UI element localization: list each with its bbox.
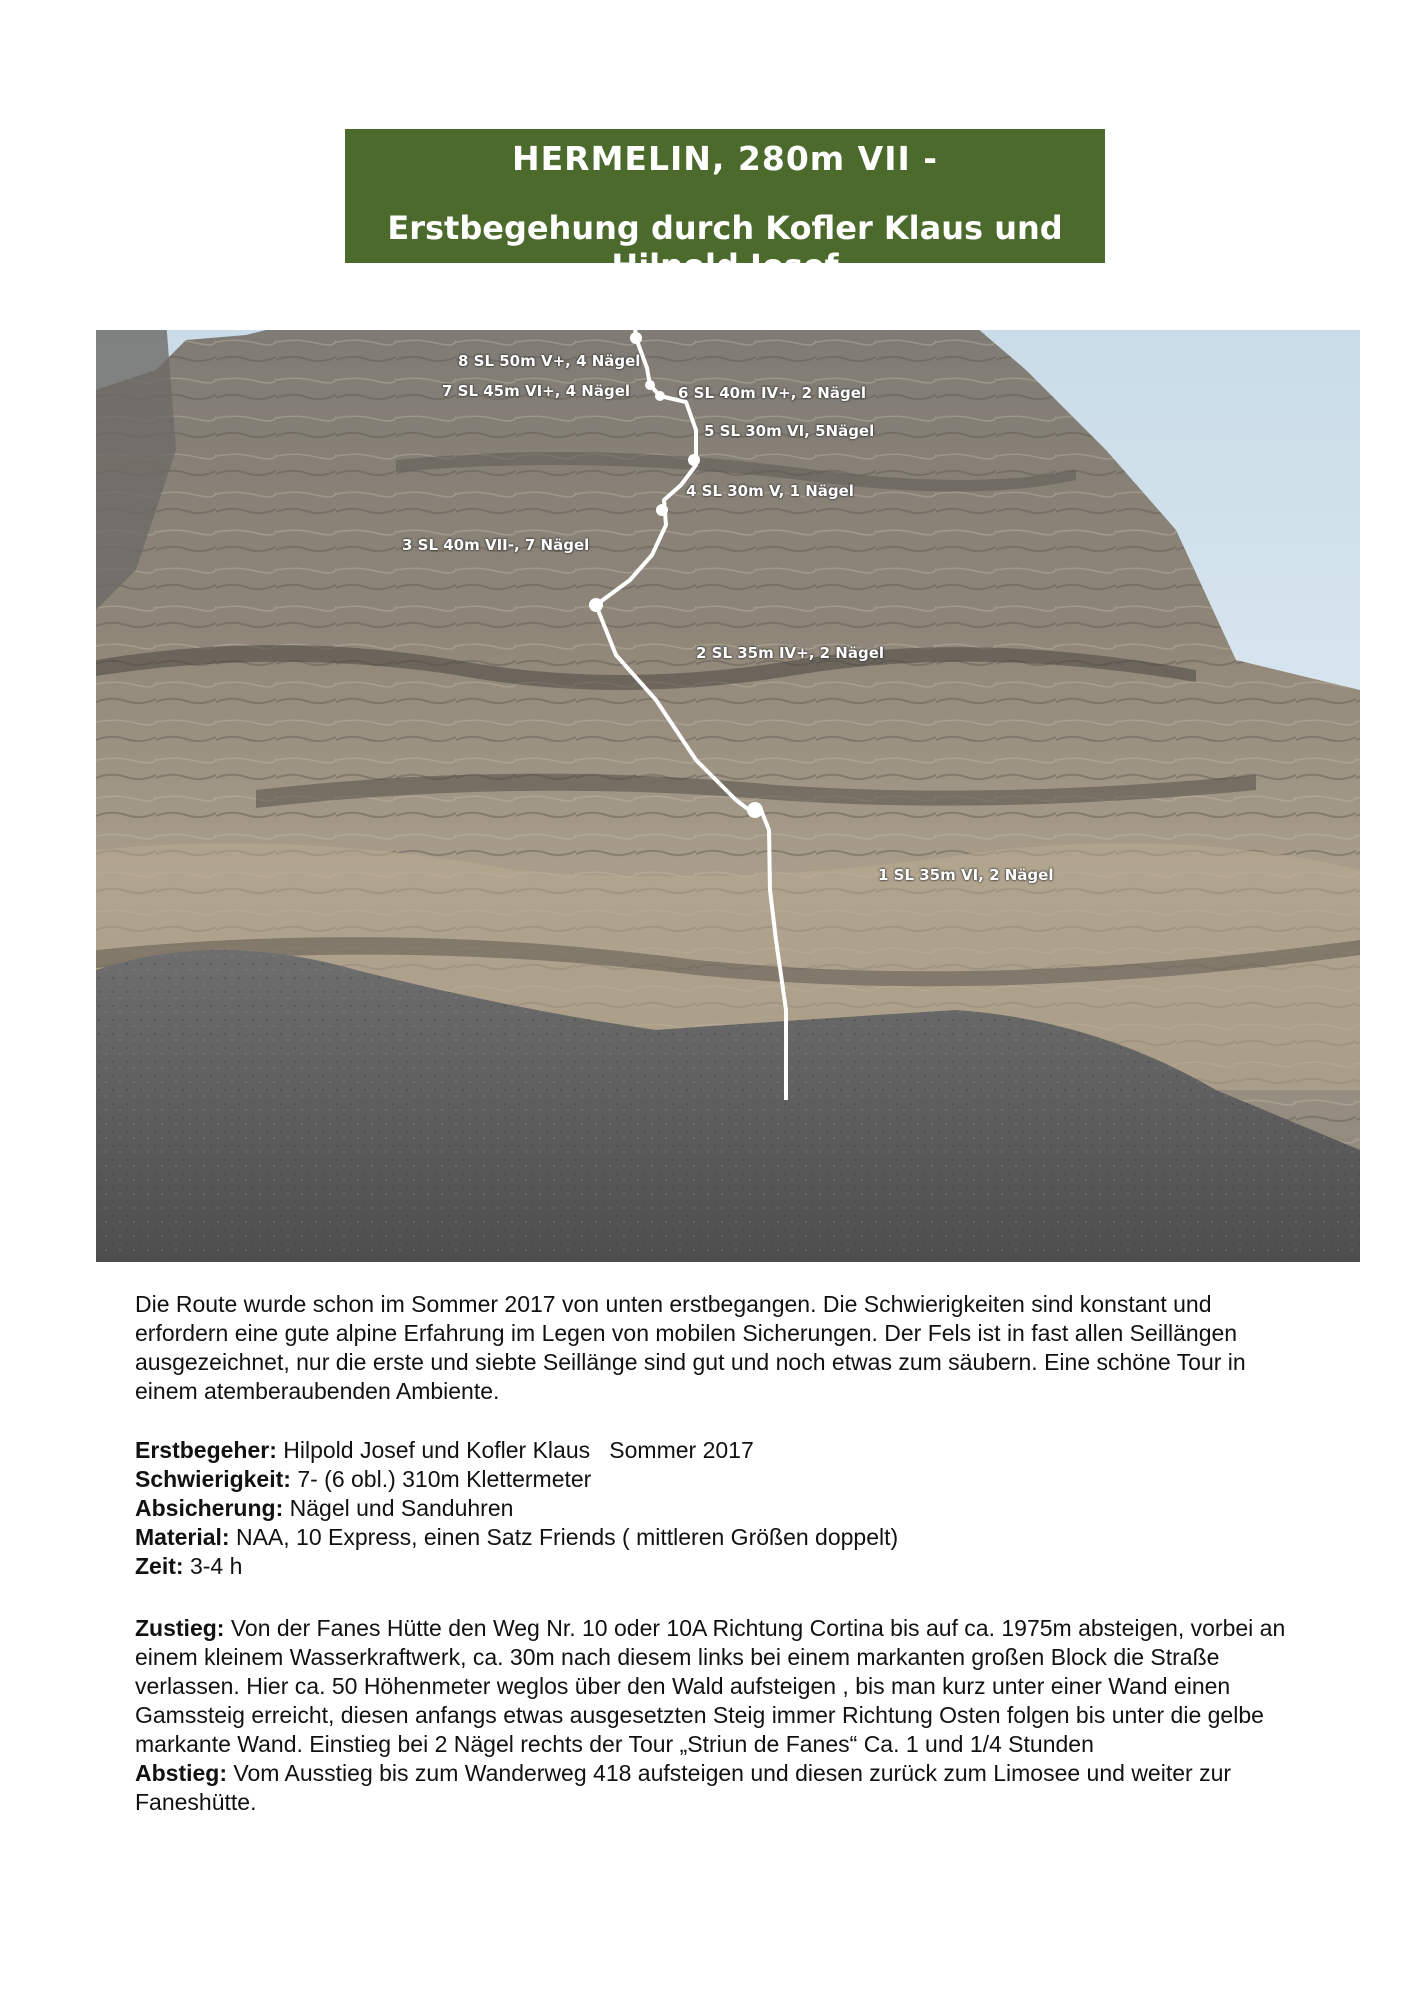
belay-station-4 (656, 504, 668, 516)
belay-station-8 (630, 332, 642, 344)
description-text: Die Route wurde schon im Sommer 2017 von unten erstbegangen. Die Schwierigkeiten sind konstant und erfordern eine gute alpine Erfahrung im Legen von mobilen Sicherungen. Der Fels ist in fast allen Seillängen ausgezeichnet, nur die erste und siebte Seillänge sind gut und noch etwas zum säubern. Eine schöne Tour in einem atemberaubenden Ambiente. (135, 1291, 1246, 1404)
pitch-label-2: 2 SL 35m IV+, 2 Nägel (696, 644, 885, 662)
belay-station-3 (589, 598, 603, 612)
belay-station-5 (688, 454, 700, 466)
fact-material (135, 1523, 1295, 1552)
fact-value: Nägel und Sanduhren (289, 1495, 514, 1521)
fact-zeit (135, 1552, 1295, 1581)
fact-label: Absicherung: (135, 1495, 284, 1521)
first-ascent-title: Erstbegehung durch Kofler Klaus und Hilpold Josef (387, 209, 1063, 285)
pitch-label-5: 5 SL 30m VI, 5Nägel (704, 422, 875, 440)
rock-face-photo (96, 330, 1360, 1262)
belay-station-7 (645, 380, 655, 390)
fact-label: Schwierigkeit: (135, 1466, 291, 1492)
fact-label: Zeit: (135, 1553, 184, 1579)
fact-schwierigkeit (135, 1465, 1295, 1494)
title-banner (345, 129, 1105, 285)
fact-value: NAA, 10 Express, einen Satz Friends ( mittleren Größen doppelt) (235, 1524, 899, 1550)
fact-value: 7- (6 obl.) 310m Klettermeter (297, 1466, 592, 1492)
fact-absicherung (135, 1494, 1295, 1523)
topo-image (96, 330, 1360, 1262)
belay-station-2 (747, 802, 763, 818)
fact-value: 3-4 h (189, 1553, 243, 1579)
approach-section (135, 1614, 1295, 1817)
pitch-label-1: 1 SL 35m VI, 2 Nägel (878, 866, 1054, 884)
fact-erstbegeher (135, 1436, 1295, 1465)
fact-value: Hilpold Josef und Kofler Klaus Sommer 2017 (283, 1437, 754, 1463)
abstieg-text: Vom Ausstieg bis zum Wanderweg 418 aufsteigen und diesen zurück zum Limosee und weiter zur Faneshütte. (135, 1760, 1232, 1815)
abstieg-label: Abstieg: (135, 1760, 227, 1786)
pitch-label-7: 7 SL 45m VI+, 4 Nägel (442, 382, 631, 400)
belay-station-6 (655, 391, 665, 401)
zustieg-text: Von der Fanes Hütte den Weg Nr. 10 oder 10A Richtung Cortina bis auf ca. 1975m absteigen, vorbei an einem kleinem Wasserkraftwerk, ca. 30m nach diesem links bei einem markanten großen Block die Straße verlassen. Hier ca. 50 Höhenmeter weglos über den Wald aufsteigen , bis man kurz unter einer Wand einen Gamssteig erreicht, diesen anfangs etwas ausgesetzten Steig immer Richtung Osten folgen bis unter die gelbe markante Wand. Einstieg bei 2 Nägel rechts der Tour „Striun de Fanes“ Ca. 1 und 1/4 Stunden (135, 1615, 1286, 1757)
route-facts (135, 1436, 1295, 1581)
pitch-label-4: 4 SL 30m V, 1 Nägel (686, 482, 854, 500)
route-description (135, 1290, 1295, 1406)
pitch-label-6: 6 SL 40m IV+, 2 Nägel (678, 384, 867, 402)
fact-label: Erstbegeher: (135, 1437, 277, 1463)
pitch-label-3: 3 SL 40m VII-, 7 Nägel (402, 536, 590, 554)
pitch-label-8: 8 SL 50m V+, 4 Nägel (458, 352, 641, 370)
zustieg-label: Zustieg: (135, 1615, 225, 1641)
route-title: HERMELIN, 280m VII - (512, 139, 938, 178)
fact-label: Material: (135, 1524, 230, 1550)
